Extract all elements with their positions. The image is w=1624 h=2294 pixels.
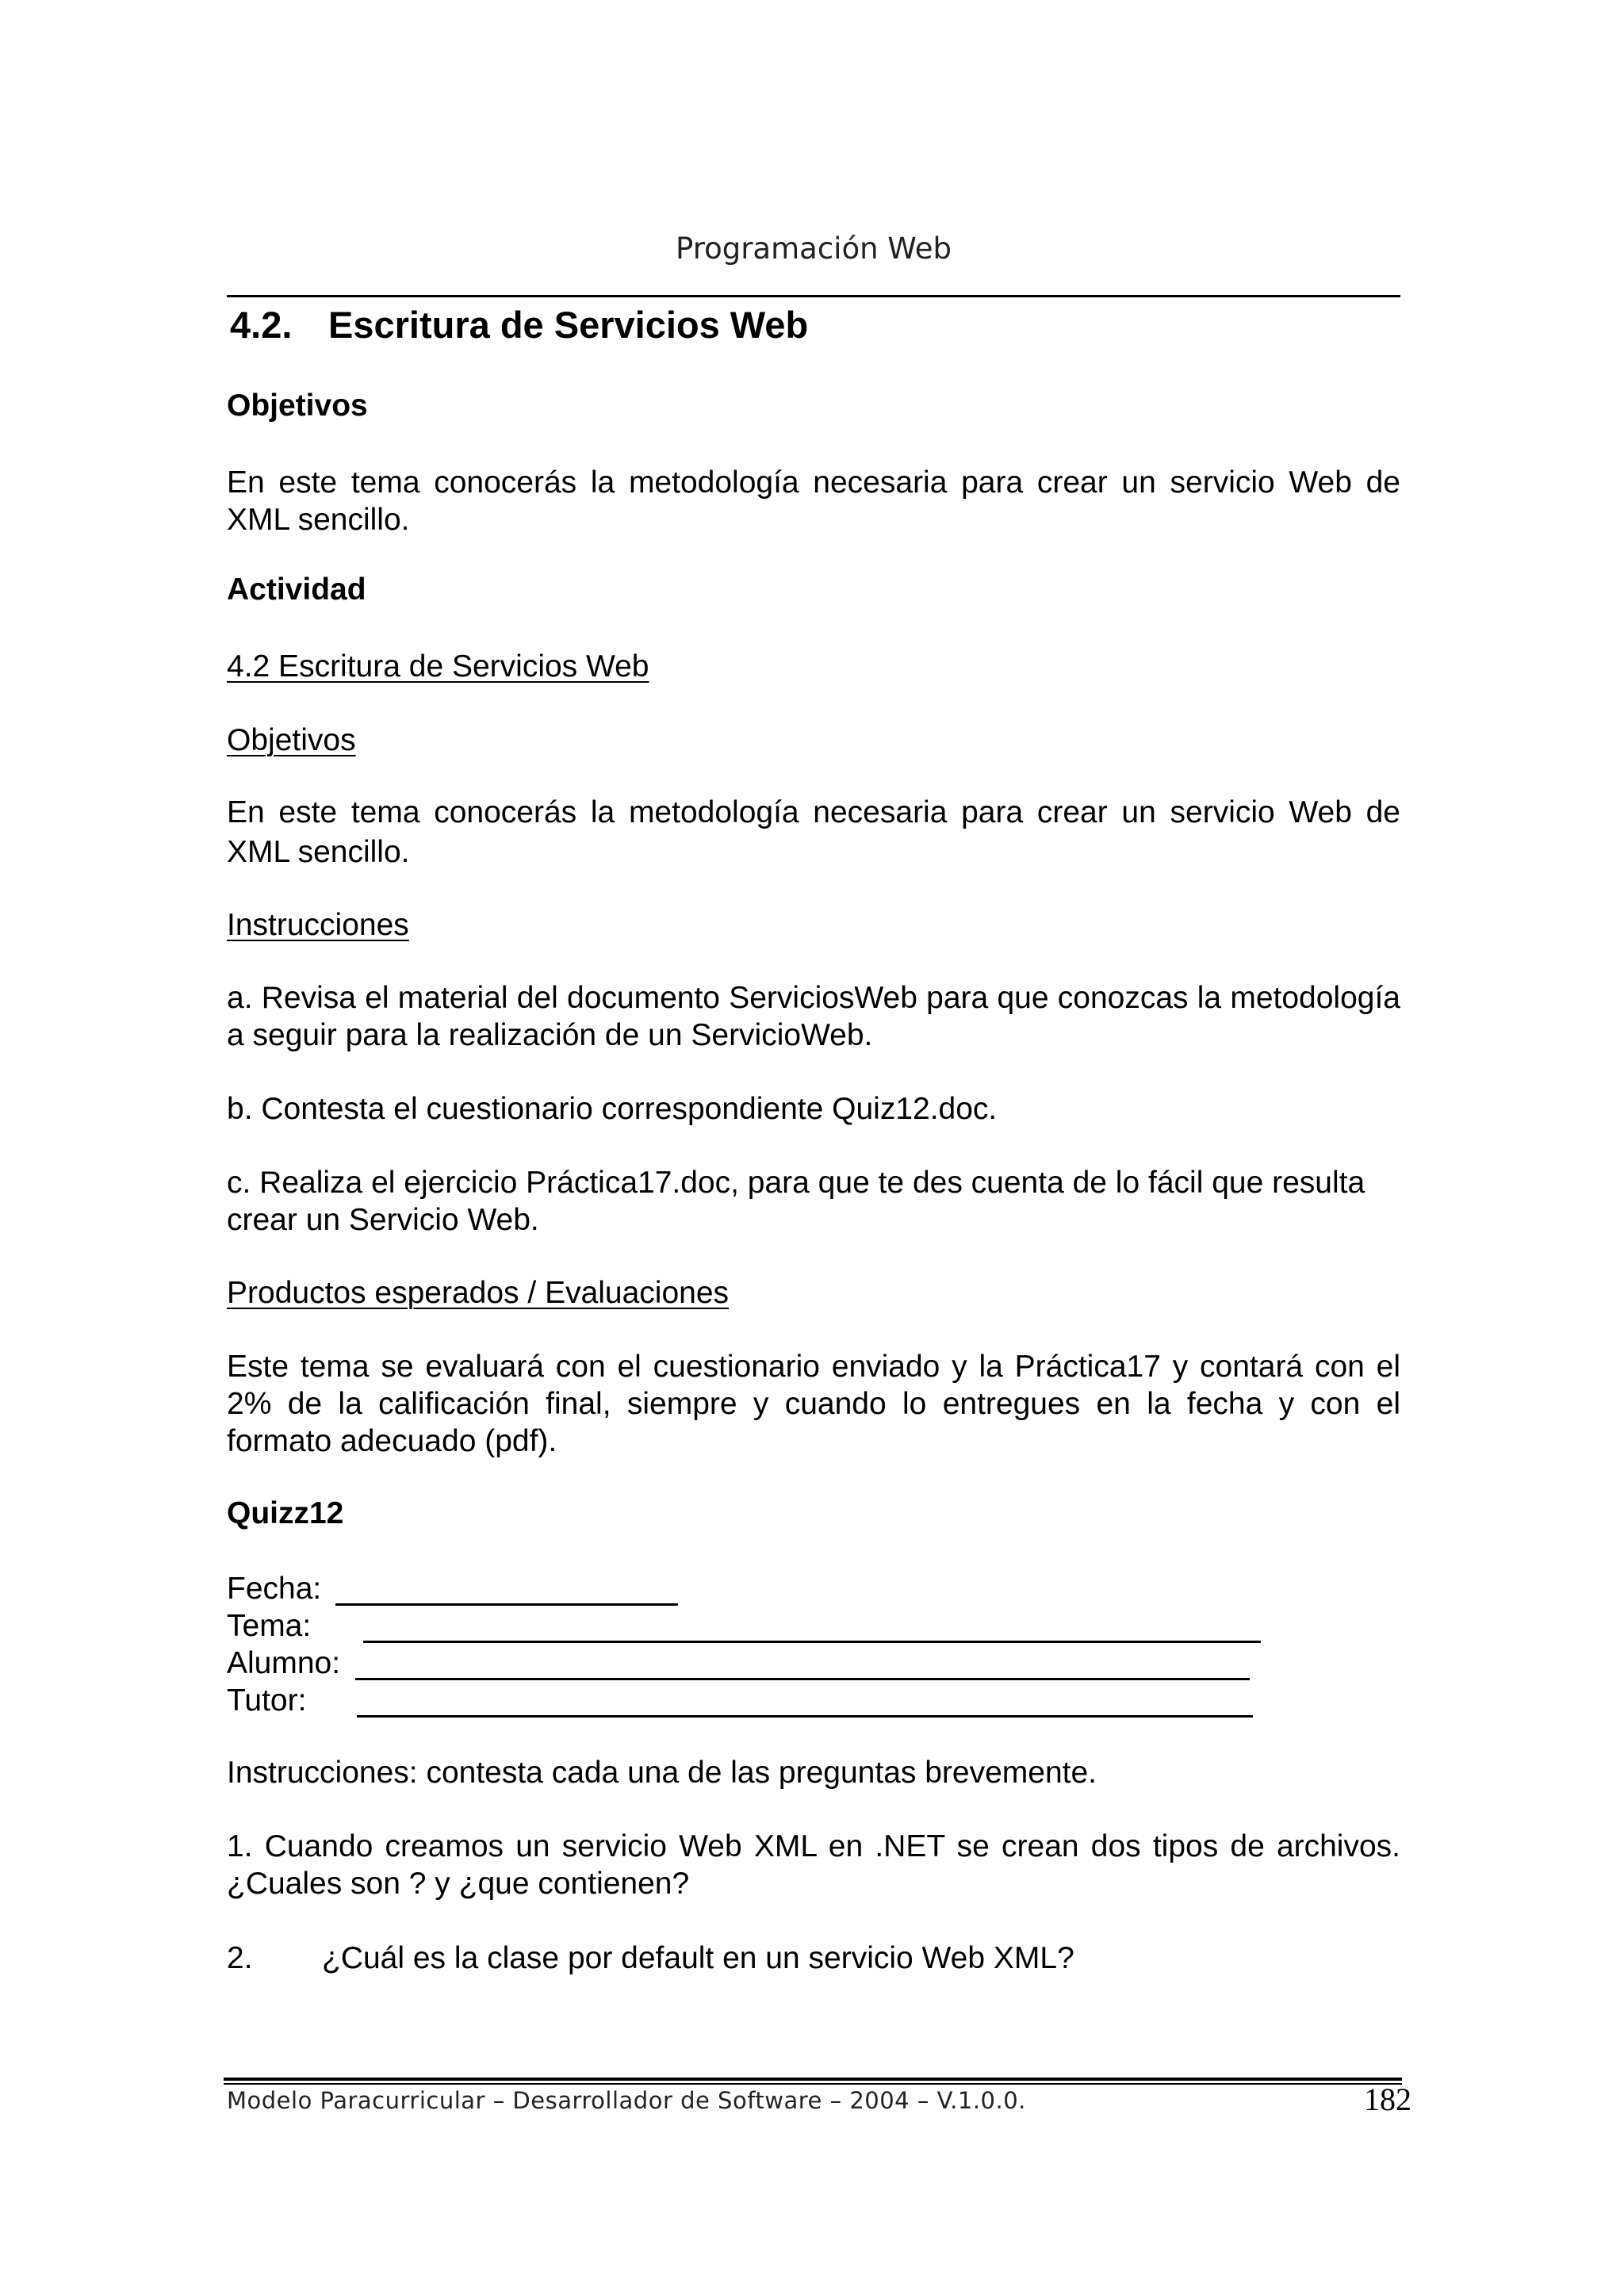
alumno-field-label: Alumno: [227, 1646, 341, 1680]
productos-heading [227, 1274, 1400, 1312]
section-title-text: Escritura de Servicios Web [328, 304, 809, 346]
alumno-answer-line [355, 1678, 1250, 1680]
actividad-title-text: 4.2 Escritura de Servicios Web [227, 649, 649, 684]
fecha-answer-line [335, 1603, 678, 1606]
tema-answer-line [363, 1641, 1261, 1643]
footer-rule-thin [224, 2083, 1402, 2085]
tutor-answer-line [357, 1715, 1253, 1718]
instruccion-a: a. Revisa el material del documento ServiciosWeb para que conozcas la metodología a seguir para la realización de un ServicioWeb. [227, 981, 1400, 1052]
footer-rule [224, 2078, 1402, 2081]
productos-paragraph: Este tema se evaluará con el cuestionario enviado y la Práctica17 y contará con el 2% de la calificación final, siempre y cuando lo entregues en la fecha y con el formato adecuado (pdf). [227, 1350, 1400, 1458]
tema-field-label: Tema: [227, 1609, 312, 1643]
actividad-heading: Actividad [227, 573, 366, 607]
actividad-title [227, 648, 1400, 685]
quiz-heading: Quizz12 [227, 1496, 344, 1530]
instrucciones-heading [227, 906, 1400, 944]
instruccion-c: c. Realiza el ejercicio Práctica17.doc, para que te des cuenta de lo fácil que resulta crear un Servicio Web. [227, 1166, 1365, 1237]
page-number: 182 [1364, 2081, 1411, 2117]
running-header: Programación Web [676, 232, 952, 266]
section-number: 4.2. [230, 304, 293, 346]
instrucciones-heading-text: Instrucciones [227, 908, 409, 942]
quiz-instructions: Instrucciones: contesta cada una de las preguntas brevemente. [227, 1756, 1097, 1790]
tutor-field-label: Tutor: [227, 1683, 307, 1718]
objetivos-paragraph: En este tema conocerás la metodología necesaria para crear un servicio Web de XML sencillo. [227, 465, 1400, 537]
section-title [230, 303, 808, 347]
objetivos-heading: Objetivos [227, 389, 368, 423]
instruccion-b: b. Contesta el cuestionario correspondiente Quiz12.doc. [227, 1092, 998, 1126]
quiz-question-2-text: ¿Cuál es la clase por default en un servicio Web XML? [322, 1941, 1074, 1975]
fecha-field-label: Fecha: [227, 1572, 322, 1606]
quiz-question-2-number: 2. [227, 1941, 253, 1975]
header-rule [227, 295, 1400, 297]
productos-heading-text: Productos esperados / Evaluaciones [227, 1276, 730, 1310]
quiz-question-2 [227, 1940, 1400, 1977]
actividad-objetivos-heading [227, 722, 1400, 759]
actividad-objetivos-heading-text: Objetivos [227, 723, 356, 757]
footer-text: Modelo Paracurricular – Desarrollador de Software – 2004 – V.1.0.0. [227, 2087, 1026, 2114]
quiz-question-1: 1. Cuando creamos un servicio Web XML en .NET se crean dos tipos de archivos. ¿Cuales son ? y ¿que contienen? [227, 1829, 1400, 1901]
actividad-objetivos-paragraph: En este tema conocerás la metodología necesaria para crear un servicio Web de XML sencillo. [227, 795, 1400, 869]
